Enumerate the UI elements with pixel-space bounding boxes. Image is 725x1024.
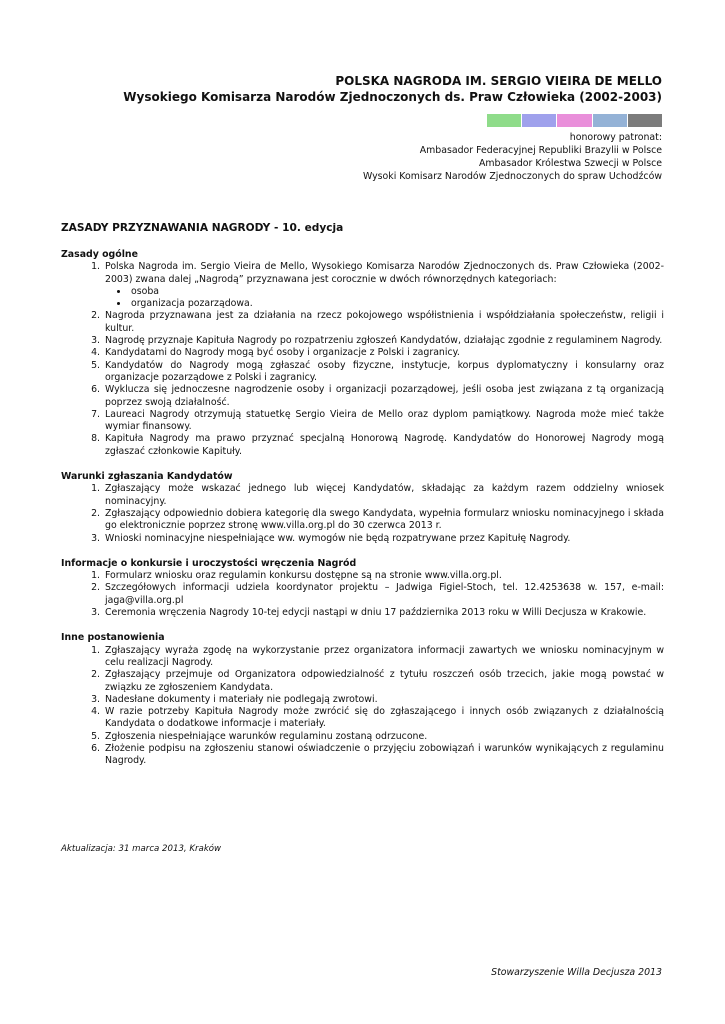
color-bar-segment [522, 114, 556, 127]
list-item: 6. Złożenie podpisu na zgłoszeniu stanowi oświadczenie o przyjęciu zobowiązań i warunków wynikających z regulaminu Nagrody. [103, 743, 664, 768]
category-item: • osoba [129, 286, 664, 298]
document-title: POLSKA NAGRODA IM. SERGIO VIEIRA DE MELLO [335, 74, 662, 88]
document-header [123, 73, 662, 105]
list-item: 1. Zgłaszający może wskazać jednego lub więcej Kandydatów, składając za każdym razem oddzielny wniosek nominacyjny. [103, 483, 664, 508]
rules-title: ZASADY PRZYZNAWANIA NAGRODY - 10. edycja [61, 222, 344, 234]
information-list [61, 570, 664, 619]
honorary-patronage [363, 131, 662, 183]
general-rules-list [61, 261, 664, 458]
other-provisions-list [61, 645, 664, 768]
list-item: 3. Nadesłane dokumenty i materiały nie podlegają zwrotowi. [103, 694, 664, 706]
list-item: 3. Wnioski nominacyjne niespełniające ww. wymogów nie będą rozpatrywane przez Kapitułę Nagrody. [103, 533, 664, 545]
list-item: 2. Nagroda przyznawana jest za działania na rzecz pokojowego współistnienia i współdziałania społeczeństw, religii i kultur. [103, 310, 664, 335]
update-date: Aktualizacja: 31 marca 2013, Kraków [61, 844, 222, 854]
section-title-other: Inne postanowienia [61, 632, 165, 644]
patron-label: honorowy patronat: [569, 132, 662, 143]
list-item: 2. Zgłaszający odpowiednio dobiera kategorię dla swego Kandydata, wypełnia formularz wniosku nominacyjnego i składa go elektronicznie poprzez stronę www.villa.org.pl do 30 czerwca 2013 r. [103, 508, 664, 533]
section-title-general: Zasady ogólne [61, 249, 138, 260]
patron-line: Ambasador Federacyjnej Republiki Brazylii w Polsce [419, 145, 662, 156]
list-item: 7. Laureaci Nagrody otrzymują statuetkę Sergio Vieira de Mello oraz dyplom pamiątkowy. Nagroda może mieć także wymiar finansowy. [103, 409, 664, 434]
list-item: 3. Nagrodę przyznaje Kapituła Nagrody po rozpatrzeniu zgłoszeń Kandydatów, działając zgodnie z regulaminem Nagrody. [103, 335, 664, 347]
patron-line: Ambasador Królestwa Szwecji w Polsce [478, 158, 662, 169]
color-bar [487, 114, 662, 127]
main-content [61, 221, 664, 781]
list-item: 2. Szczegółowych informacji udziela koordynator projektu – Jadwiga Figiel-Stoch, tel. 12.4253638 w. 157, e-mail: jaga@villa.org.pl [103, 582, 664, 607]
list-item: 4. Kandydatami do Nagrody mogą być osoby i organizacje z Polski i zagranicy. [103, 347, 664, 359]
list-item: 1. Polska Nagroda im. Sergio Vieira de Mello, Wysokiego Komisarza Narodów Zjednoczonych ds. Praw Człowieka (2002-2003) zwana dalej „Nagrodą” przyznawana jest corocznie w dwóch równorzędnych kategoriach: • osoba • organizacja pozarządowa. [103, 261, 664, 310]
color-bar-segment [557, 114, 591, 127]
submission-rules-list [61, 483, 664, 544]
color-bar-segment [487, 114, 521, 127]
list-item: 4. W razie potrzeby Kapituła Nagrody może zwrócić się do zgłaszającego i innych osób związanych z działalnością Kandydata o dodatkowe informacje i materiały. [103, 706, 664, 731]
color-bar-segment [628, 114, 662, 127]
section-title-information: Informacje o konkursie i uroczystości wręczenia Nagród [61, 557, 357, 569]
list-item: 1. Formularz wniosku oraz regulamin konkursu dostępne są na stronie www.villa.org.pl. [103, 570, 664, 582]
footer-organization: Stowarzyszenie Willa Decjusza 2013 [491, 967, 662, 978]
list-item: 1. Zgłaszający wyraża zgodę na wykorzystanie przez organizatora informacji zawartych we wniosku nominacyjnym w celu realizacji Nagrody. [103, 645, 664, 670]
document-subtitle: Wysokiego Komisarza Narodów Zjednoczonych ds. Praw Człowieka (2002-2003) [123, 90, 662, 104]
color-bar-segment [593, 114, 627, 127]
list-item: 2. Zgłaszający przejmuje od Organizatora odpowiedzialność z tytułu roszczeń osób trzecich, jakie mogą powstać w związku ze zgłoszeniem Kandydata. [103, 669, 664, 694]
list-item: 3. Ceremonia wręczenia Nagrody 10-tej edycji nastąpi w dniu 17 października 2013 roku w Willi Decjusza w Krakowie. [103, 607, 664, 619]
category-list [105, 286, 664, 311]
list-item: 6. Wyklucza się jednoczesne nagrodzenie osoby i organizacji pozarządowej, jeśli osoba jest związana z tą organizacją poprzez swoją działalność. [103, 384, 664, 409]
patron-line: Wysoki Komisarz Narodów Zjednoczonych do spraw Uchodźców [363, 171, 662, 182]
list-item: 5. Kandydatów do Nagrody mogą zgłaszać osoby fizyczne, instytucje, korpus dyplomatyczny i konsularny oraz organizacje pozarządowe z Polski i zagranicy. [103, 360, 664, 385]
section-title-submission: Warunki zgłaszania Kandydatów [61, 471, 233, 483]
list-item: 8. Kapituła Nagrody ma prawo przyznać specjalną Honorową Nagrodę. Kandydatów do Honorowej Nagrody mogą zgłaszać członkowie Kapituły. [103, 433, 664, 458]
category-item: • organizacja pozarządowa. [129, 298, 664, 310]
list-item: 5. Zgłoszenia niespełniające warunków regulaminu zostaną odrzucone. [103, 731, 664, 743]
